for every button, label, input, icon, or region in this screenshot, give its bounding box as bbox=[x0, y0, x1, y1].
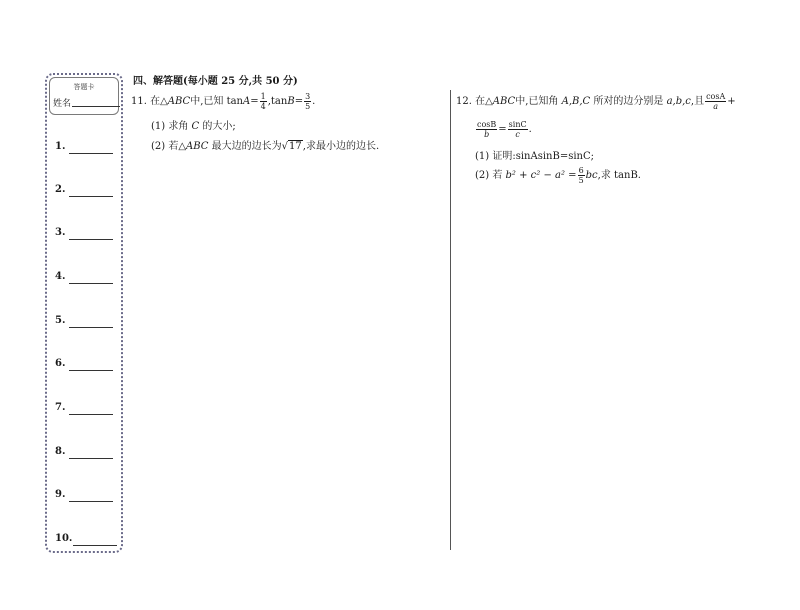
q11-var: B bbox=[287, 96, 295, 107]
q11-part1-text: 的大小; bbox=[202, 121, 236, 132]
q12-number: 12. bbox=[456, 96, 472, 107]
q12-sides: a,b,c bbox=[666, 96, 691, 107]
answer-row-6-label: 6. bbox=[55, 358, 66, 369]
q11-part2 bbox=[151, 137, 379, 152]
name-field[interactable] bbox=[72, 106, 120, 107]
q12-text: ,且 bbox=[690, 96, 705, 107]
q12-part2-text: (2) 若 bbox=[475, 170, 503, 181]
q12-angles: A,B,C bbox=[561, 96, 591, 107]
section-heading: 四、解答题 bbox=[133, 76, 183, 87]
q12-part1: (1) 证明:sinAsinB=sinC; bbox=[475, 151, 594, 162]
q11-triangle: ABC bbox=[186, 141, 209, 152]
answer-row-10-label: 10. bbox=[55, 533, 73, 544]
answer-row-3-line[interactable] bbox=[69, 239, 113, 240]
q11-frac2-num: 3 bbox=[305, 92, 311, 101]
answer-row-7-label: 7. bbox=[55, 402, 66, 413]
q11-eq: = bbox=[294, 96, 304, 107]
q11-end: . bbox=[312, 96, 316, 107]
q12-f4-num: 6 bbox=[578, 166, 584, 175]
q11-text: 在△ bbox=[150, 96, 168, 107]
q11-frac1-num: 1 bbox=[260, 92, 266, 101]
q12-fraction-cosB bbox=[476, 120, 497, 139]
q12-stem bbox=[456, 92, 736, 111]
answer-card bbox=[45, 73, 123, 553]
answer-row-8-label: 8. bbox=[55, 446, 66, 457]
q12-f3-num: sinC bbox=[508, 120, 527, 129]
section-title bbox=[133, 72, 298, 87]
q12-plus: + bbox=[727, 96, 736, 107]
answer-row-7-line[interactable] bbox=[69, 414, 113, 415]
q12-f1-num: cosA bbox=[706, 92, 726, 101]
answer-row-8-line[interactable] bbox=[69, 458, 113, 459]
q11-part2-text: 最大边的边长为 bbox=[211, 141, 282, 152]
q12-fraction-sinC bbox=[508, 120, 528, 139]
answer-row-5-line[interactable] bbox=[69, 327, 113, 328]
column-divider bbox=[450, 90, 451, 550]
q11-part2-text: ,求最小边的边长. bbox=[302, 141, 380, 152]
q12-fraction-cosA bbox=[705, 92, 726, 111]
q11-part2-text: (2) 若△ bbox=[151, 141, 187, 152]
q12-f1-den: a bbox=[713, 102, 719, 111]
q12-text: 中,已知角 bbox=[515, 96, 559, 107]
sqrt-icon: √17 bbox=[281, 141, 302, 152]
answer-row-5-label: 5. bbox=[55, 315, 66, 326]
q11-stem bbox=[131, 92, 315, 111]
answer-row-4-label: 4. bbox=[55, 271, 66, 282]
answer-card-title: 答题卡 bbox=[73, 83, 95, 91]
name-label: 姓名 bbox=[53, 99, 72, 109]
q11-fraction-1 bbox=[260, 92, 267, 111]
q12-part2 bbox=[475, 166, 641, 185]
q12-expression: b² + c² − a² = bbox=[505, 170, 577, 181]
answer-row-2-label: 2. bbox=[55, 184, 66, 195]
q11-text: 中,已知 tan bbox=[190, 96, 243, 107]
q12-text: 所对的边分别是 bbox=[593, 96, 664, 107]
q12-eq: = bbox=[498, 124, 507, 135]
answer-row-9-label: 9. bbox=[55, 489, 66, 500]
q11-frac1-den: 4 bbox=[260, 102, 266, 111]
q12-f4-den: 5 bbox=[578, 176, 584, 185]
q12-bc: bc bbox=[585, 170, 598, 181]
q11-text: ,tan bbox=[267, 96, 288, 107]
answer-row-3-label: 3. bbox=[55, 227, 66, 238]
q11-part1 bbox=[151, 117, 236, 132]
q12-end: . bbox=[528, 124, 532, 135]
q11-number: 11. bbox=[131, 96, 147, 107]
q12-f3-den: c bbox=[515, 130, 520, 139]
answer-card-header bbox=[49, 77, 119, 115]
answer-row-1-line[interactable] bbox=[69, 153, 113, 154]
answer-row-9-line[interactable] bbox=[69, 501, 113, 502]
q11-fraction-2 bbox=[304, 92, 311, 111]
q11-eq: = bbox=[250, 96, 259, 107]
q12-f2-num: cosB bbox=[477, 120, 497, 129]
answer-row-10-line[interactable] bbox=[73, 545, 117, 546]
answer-row-1-label: 1. bbox=[55, 141, 66, 152]
q11-sqrt-value: 17 bbox=[289, 141, 302, 152]
q12-part2-text: ,求 tanB. bbox=[597, 170, 641, 181]
q11-triangle: ABC bbox=[167, 96, 191, 107]
q12-triangle: ABC bbox=[492, 96, 516, 107]
q12-stem-cont bbox=[475, 120, 532, 139]
q11-var: C bbox=[191, 121, 200, 132]
q12-text: 在△ bbox=[475, 96, 493, 107]
q12-fraction-6-5 bbox=[578, 166, 585, 185]
q11-var: A bbox=[243, 96, 251, 107]
q12-f2-den: b bbox=[484, 130, 490, 139]
answer-row-4-line[interactable] bbox=[69, 283, 113, 284]
answer-row-6-line[interactable] bbox=[69, 370, 113, 371]
q11-frac2-den: 5 bbox=[305, 102, 311, 111]
section-note: (每小题 25 分,共 50 分) bbox=[183, 76, 298, 87]
q11-part1-text: (1) 求角 bbox=[151, 121, 189, 132]
answer-row-2-line[interactable] bbox=[69, 196, 113, 197]
